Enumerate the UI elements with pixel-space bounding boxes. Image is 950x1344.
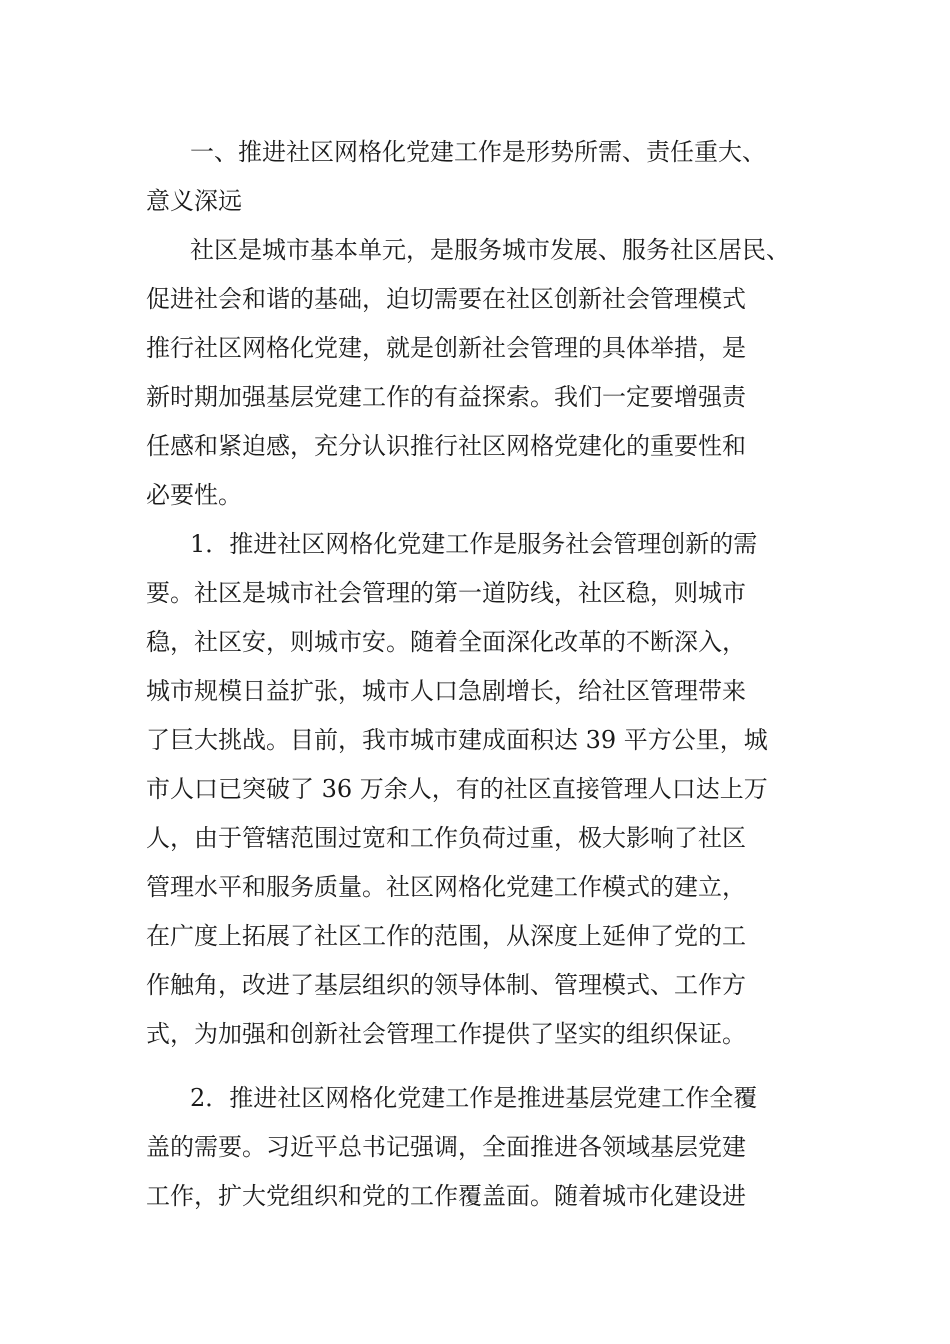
paragraph-line: 1．推进社区网格化党建工作是服务社会管理创新的需: [190, 530, 758, 558]
paragraph-line: 要。社区是城市社会管理的第一道防线，社区稳，则城市: [146, 579, 746, 607]
paragraph-line: 工作，扩大党组织和党的工作覆盖面。随着城市化建设进: [146, 1182, 746, 1210]
paragraph-line: 了巨大挑战。目前，我市城市建成面积达 39 平方公里，城: [146, 726, 768, 754]
paragraph-line: 式，为加强和创新社会管理工作提供了坚实的组织保证。: [146, 1020, 746, 1048]
paragraph-line: 在广度上拓展了社区工作的范围，从深度上延伸了党的工: [146, 922, 746, 950]
paragraph-line: 盖的需要。习近平总书记强调，全面推进各领域基层党建: [146, 1133, 746, 1161]
paragraph-line: 推行社区网格化党建，就是创新社会管理的具体举措，是: [146, 334, 746, 362]
paragraph-line: 稳，社区安，则城市安。随着全面深化改革的不断深入，: [146, 628, 746, 656]
paragraph-line: 管理水平和服务质量。社区网格化党建工作模式的建立，: [146, 873, 746, 901]
paragraph-line: 必要性。: [146, 481, 242, 509]
paragraph-line: 促进社会和谐的基础，迫切需要在社区创新社会管理模式: [146, 285, 746, 313]
paragraph-line: 2．推进社区网格化党建工作是推进基层党建工作全覆: [190, 1084, 758, 1112]
section-heading-line-1: 一、推进社区网格化党建工作是形势所需、责任重大、: [190, 138, 766, 166]
paragraph-line: 城市规模日益扩张，城市人口急剧增长，给社区管理带来: [146, 677, 746, 705]
section-heading-line-2: 意义深远: [146, 187, 242, 215]
paragraph-line: 任感和紧迫感，充分认识推行社区网格党建化的重要性和: [146, 432, 746, 460]
paragraph-line: 作触角，改进了基层组织的领导体制、管理模式、工作方: [146, 971, 746, 999]
paragraph-line: 新时期加强基层党建工作的有益探索。我们一定要增强责: [146, 383, 746, 411]
paragraph-line: 市人口已突破了 36 万余人，有的社区直接管理人口达上万: [146, 775, 768, 803]
paragraph-line: 人，由于管辖范围过宽和工作负荷过重，极大影响了社区: [146, 824, 746, 852]
paragraph-line: 社区是城市基本单元，是服务城市发展、服务社区居民、: [190, 236, 790, 264]
